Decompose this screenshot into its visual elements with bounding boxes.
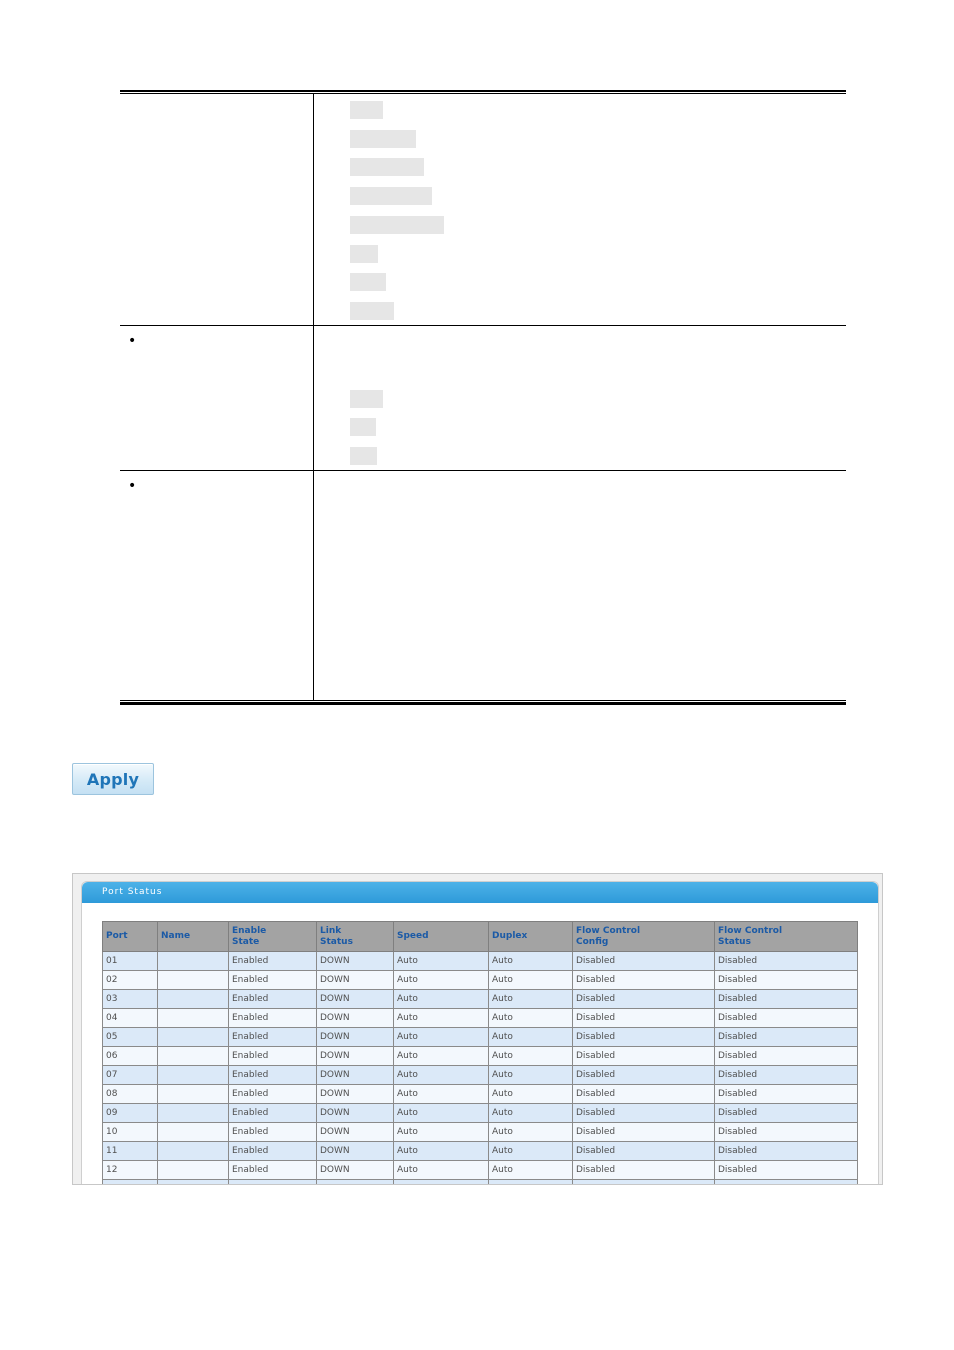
redacted-option xyxy=(350,187,432,205)
cell-name xyxy=(158,990,229,1009)
cell-flow-control-config: Disabled xyxy=(573,1142,715,1161)
cell-flow-control-status xyxy=(715,1180,858,1186)
cell-port: 10 xyxy=(103,1123,158,1142)
cell-link-status: DOWN xyxy=(317,1028,394,1047)
table-row xyxy=(103,1123,858,1142)
cell-name xyxy=(158,1047,229,1066)
cell-flow-control-config: Disabled xyxy=(573,1009,715,1028)
column-header-enable-state: Enable State xyxy=(229,922,317,952)
cell-enable-state: Enabled xyxy=(229,1104,317,1123)
table-row-divider xyxy=(120,470,846,471)
cell-enable-state: Enabled xyxy=(229,1161,317,1180)
cell-link-status xyxy=(317,1180,394,1186)
table-row xyxy=(103,1142,858,1161)
cell-link-status: DOWN xyxy=(317,1142,394,1161)
cell-duplex: Auto xyxy=(489,1047,573,1066)
cell-flow-control-config: Disabled xyxy=(573,1085,715,1104)
table-row xyxy=(103,952,858,971)
table-row xyxy=(103,1104,858,1123)
parameter-table xyxy=(120,90,846,706)
port-status-panel xyxy=(81,881,879,1185)
cell-port: 12 xyxy=(103,1161,158,1180)
cell-duplex: Auto xyxy=(489,1123,573,1142)
cell-link-status: DOWN xyxy=(317,990,394,1009)
cell-flow-control-status: Disabled xyxy=(715,1085,858,1104)
cell-flow-control-status: Disabled xyxy=(715,1047,858,1066)
table-header-row xyxy=(103,922,858,952)
cell-duplex: Auto xyxy=(489,1066,573,1085)
cell-port: 11 xyxy=(103,1142,158,1161)
cell-flow-control-status: Disabled xyxy=(715,990,858,1009)
cell-link-status: DOWN xyxy=(317,1161,394,1180)
cell-duplex: Auto xyxy=(489,1142,573,1161)
cell-flow-control-config: Disabled xyxy=(573,1028,715,1047)
bullet-icon: • xyxy=(128,478,137,494)
redacted-option xyxy=(350,216,444,234)
redacted-option xyxy=(350,273,386,291)
cell-enable-state: Enabled xyxy=(229,1142,317,1161)
table-top-rule xyxy=(120,90,846,92)
cell-name xyxy=(158,1066,229,1085)
table-row xyxy=(103,1161,858,1180)
cell-speed: Auto xyxy=(394,1085,489,1104)
cell-flow-control-status: Disabled xyxy=(715,1009,858,1028)
cell-name xyxy=(158,1085,229,1104)
table-row xyxy=(103,1009,858,1028)
cell-flow-control-status: Disabled xyxy=(715,952,858,971)
redacted-option xyxy=(350,101,383,119)
column-header-name: Name xyxy=(158,922,229,952)
cell-port: 09 xyxy=(103,1104,158,1123)
table-row xyxy=(103,971,858,990)
cell-flow-control-config: Disabled xyxy=(573,1047,715,1066)
port-status-screenshot xyxy=(72,873,883,1185)
cell-duplex: Auto xyxy=(489,1161,573,1180)
cell-name xyxy=(158,971,229,990)
cell-flow-control-status: Disabled xyxy=(715,1161,858,1180)
cell-speed: Auto xyxy=(394,1009,489,1028)
cell-name xyxy=(158,1123,229,1142)
cell-flow-control-config: Disabled xyxy=(573,971,715,990)
cell-port: 08 xyxy=(103,1085,158,1104)
cell-name xyxy=(158,952,229,971)
table-row xyxy=(103,1180,858,1186)
cell-flow-control-status: Disabled xyxy=(715,971,858,990)
cell-duplex: Auto xyxy=(489,1028,573,1047)
cell-port: 04 xyxy=(103,1009,158,1028)
cell-enable-state: Enabled xyxy=(229,971,317,990)
redacted-option xyxy=(350,302,394,320)
cell-duplex: Auto xyxy=(489,1009,573,1028)
cell-speed xyxy=(394,1180,489,1186)
table-column-divider xyxy=(313,93,314,701)
cell-enable-state xyxy=(229,1180,317,1186)
cell-duplex: Auto xyxy=(489,1104,573,1123)
cell-speed: Auto xyxy=(394,1161,489,1180)
table-row xyxy=(103,1047,858,1066)
table-row xyxy=(103,1085,858,1104)
port-status-table xyxy=(102,921,858,1185)
cell-port xyxy=(103,1180,158,1186)
table-top-rule-inner xyxy=(120,93,846,94)
column-header-speed: Speed xyxy=(394,922,489,952)
redacted-option xyxy=(350,130,416,148)
cell-flow-control-status: Disabled xyxy=(715,1142,858,1161)
apply-button[interactable]: Apply xyxy=(72,763,154,795)
column-header-port: Port xyxy=(103,922,158,952)
cell-port: 05 xyxy=(103,1028,158,1047)
cell-port: 06 xyxy=(103,1047,158,1066)
cell-enable-state: Enabled xyxy=(229,1047,317,1066)
column-header-duplex: Duplex xyxy=(489,922,573,952)
cell-speed: Auto xyxy=(394,971,489,990)
cell-enable-state: Enabled xyxy=(229,1009,317,1028)
cell-port: 07 xyxy=(103,1066,158,1085)
redacted-option xyxy=(350,245,378,263)
cell-flow-control-config: Disabled xyxy=(573,990,715,1009)
cell-link-status: DOWN xyxy=(317,1085,394,1104)
table-bottom-rule-inner xyxy=(120,700,846,701)
table-row xyxy=(103,990,858,1009)
cell-name xyxy=(158,1161,229,1180)
cell-flow-control-status: Disabled xyxy=(715,1066,858,1085)
cell-enable-state: Enabled xyxy=(229,1028,317,1047)
table-bottom-rule xyxy=(120,702,846,705)
cell-name xyxy=(158,1142,229,1161)
cell-port: 03 xyxy=(103,990,158,1009)
redacted-option xyxy=(350,158,424,176)
cell-link-status: DOWN xyxy=(317,952,394,971)
cell-link-status: DOWN xyxy=(317,971,394,990)
bullet-icon: • xyxy=(128,333,137,349)
cell-link-status: DOWN xyxy=(317,1066,394,1085)
table-row xyxy=(103,1028,858,1047)
column-header-link-status: Link Status xyxy=(317,922,394,952)
cell-duplex xyxy=(489,1180,573,1186)
redacted-option xyxy=(350,390,383,408)
cell-name xyxy=(158,1104,229,1123)
cell-enable-state: Enabled xyxy=(229,1085,317,1104)
cell-flow-control-config: Disabled xyxy=(573,1123,715,1142)
cell-link-status: DOWN xyxy=(317,1123,394,1142)
cell-flow-control-config xyxy=(573,1180,715,1186)
cell-speed: Auto xyxy=(394,1104,489,1123)
cell-flow-control-status: Disabled xyxy=(715,1028,858,1047)
cell-enable-state: Enabled xyxy=(229,952,317,971)
cell-speed: Auto xyxy=(394,1066,489,1085)
cell-flow-control-config: Disabled xyxy=(573,1161,715,1180)
cell-speed: Auto xyxy=(394,1047,489,1066)
column-header-flow-control-config: Flow Control Config xyxy=(573,922,715,952)
cell-name xyxy=(158,1180,229,1186)
redacted-option xyxy=(350,418,376,436)
cell-link-status: DOWN xyxy=(317,1009,394,1028)
cell-flow-control-status: Disabled xyxy=(715,1123,858,1142)
cell-flow-control-status: Disabled xyxy=(715,1104,858,1123)
cell-port: 01 xyxy=(103,952,158,971)
table-row-divider xyxy=(120,325,846,326)
table-row xyxy=(103,1066,858,1085)
cell-port: 02 xyxy=(103,971,158,990)
column-header-flow-control-status: Flow Control Status xyxy=(715,922,858,952)
cell-duplex: Auto xyxy=(489,952,573,971)
cell-duplex: Auto xyxy=(489,971,573,990)
cell-enable-state: Enabled xyxy=(229,1066,317,1085)
cell-speed: Auto xyxy=(394,990,489,1009)
cell-link-status: DOWN xyxy=(317,1047,394,1066)
panel-title: Port Status xyxy=(82,882,878,903)
cell-name xyxy=(158,1028,229,1047)
cell-speed: Auto xyxy=(394,1142,489,1161)
redacted-option xyxy=(350,447,377,465)
cell-name xyxy=(158,1009,229,1028)
cell-flow-control-config: Disabled xyxy=(573,1104,715,1123)
cell-flow-control-config: Disabled xyxy=(573,952,715,971)
cell-enable-state: Enabled xyxy=(229,990,317,1009)
cell-flow-control-config: Disabled xyxy=(573,1066,715,1085)
cell-duplex: Auto xyxy=(489,990,573,1009)
cell-duplex: Auto xyxy=(489,1085,573,1104)
cell-link-status: DOWN xyxy=(317,1104,394,1123)
cell-speed: Auto xyxy=(394,1028,489,1047)
cell-speed: Auto xyxy=(394,1123,489,1142)
cell-enable-state: Enabled xyxy=(229,1123,317,1142)
cell-speed: Auto xyxy=(394,952,489,971)
